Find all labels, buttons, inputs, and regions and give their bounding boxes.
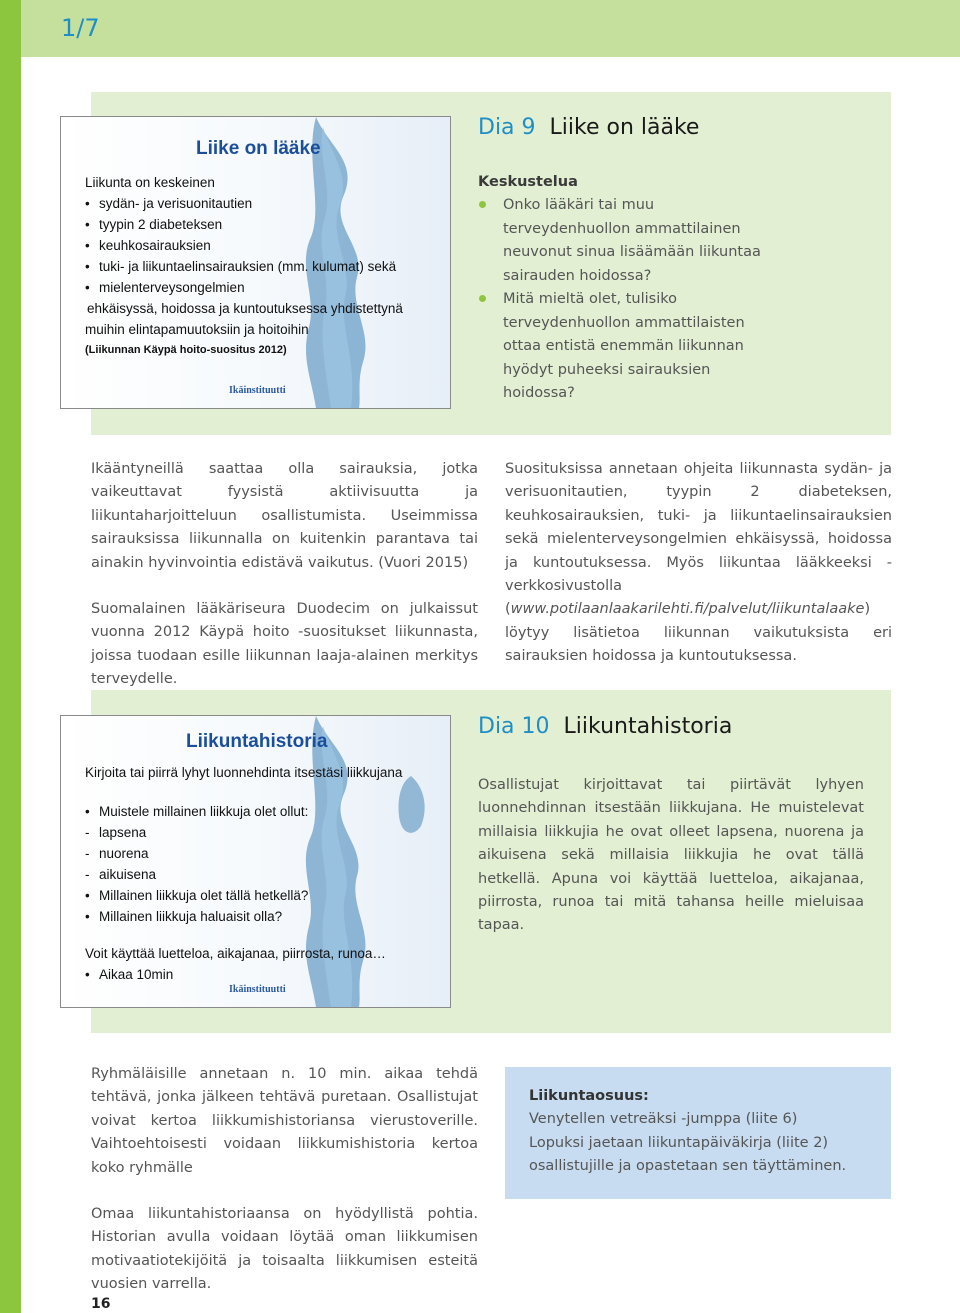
dia9-discussion-title: Keskustelua <box>478 174 578 190</box>
slide9-intro: Liikunta on keskeinen <box>85 175 215 190</box>
slide10-time: • Aikaa 10min <box>85 964 445 985</box>
slide9-thumbnail <box>60 116 451 409</box>
slide9-bullet: • sydän- ja verisuonitautien <box>85 193 445 214</box>
liikuntaosuus-text <box>529 1085 879 1179</box>
slide9-source: (Liikunnan Käypä hoito-suositus 2012) <box>85 344 287 356</box>
slide9-institute-logo: Ikäinstituutti <box>229 385 286 396</box>
footer-page-number: 16 <box>91 1296 111 1312</box>
slide10-institute-logo: Ikäinstituutti <box>229 984 286 995</box>
slide10-thumbnail <box>60 715 451 1008</box>
dia10-label: Dia 10 <box>478 714 550 739</box>
text10-paragraph1: Ryhmäläisille annetaan n. 10 min. aikaa tehdä tehtävä, jonka jälkeen tehtävä puretaan. Osallistujat voivat kertoa liikkumishistoriansa vierustoverille. Vaihtoehtoisesti voidaan liikkumishistoria kertoa koko ryhmälle <box>91 1066 478 1176</box>
liikuntaosuus-line: Lopuksi jaetaan liikuntapäiväkirja (liite 2) <box>529 1134 829 1151</box>
slide10-dash-item: - lapsena <box>85 822 445 843</box>
text9-right-before: Suosituksissa annetaan ohjeita liikunnasta sydän- ja verisuonitautien, tyypin 2 diabeteksen, keuhkosairauksien, tuki- ja liikuntaelinsairauksien sekä mielenterveysongelmien ehkäisyssä, hoidossa ja kuntoutuksessa. Myös liikuntaa lääkkeeksi -verkkosivustolla ( <box>505 461 892 618</box>
slide9-title: Liike on lääke <box>196 138 321 159</box>
liikuntaosuus-title: Liikuntaosuus: <box>529 1088 649 1104</box>
text10-column <box>91 1063 478 1297</box>
text9-left-paragraph1: Ikääntyneillä saattaa olla sairauksia, jotka vaikeuttavat fyysistä aktiivisuutta ja liikuntaharjoitteluun osallistumista. Useimmissa sairauksissa liikunnalla on kuitenkin parantava tai ainakin hyvinvointia edistävä vaikutus. (Vuori 2015) <box>91 461 478 571</box>
dia10-heading <box>478 714 732 739</box>
text10-paragraph2: Omaa liikuntahistoriaansa on hyödyllistä pohtia. Historian avulla voidaan löytää oman liikkumisen motivaatiotekijöitä ja toisaalta liikkumisen esteitä vuosien varrella. <box>91 1206 478 1293</box>
slide9-text <box>85 172 445 361</box>
dia9-question: Mitä mieltä olet, tulisiko terveydenhuollon ammattilaisten ottaa entistä enemmän liikunnan hyödyt puheeksi sairauksien hoidossa? <box>477 288 777 406</box>
slide10-bullet: • Millainen liikkuja olet tällä hetkellä? <box>85 885 445 906</box>
slide10-bullet: • Muistele millainen liikkuja olet ollut: <box>85 801 445 822</box>
dia9-heading <box>478 115 699 140</box>
dia10-description: Osallistujat kirjoittavat tai piirtävät lyhyen luonnehdinnan itsestään liikkujana. He muistelevat millaisia liikkujia he ovat olleet lapsena, nuorena ja aikuisena sekä millaisia liikkujia he ovat tällä hetkellä. Apuna voi käyttää luetteloa, aikajanaa, piirrosta, runoa tai mitä tahansa heille mieluisaa tapaa. <box>478 777 864 934</box>
page-indicator: 1/7 <box>61 14 100 42</box>
slide10-dash-item: - aikuisena <box>85 864 445 885</box>
slide9-tail-line1: ehkäisyssä, hoidossa ja kuntoutuksessa yhdistettynä <box>87 301 403 316</box>
text9-right-after: ) löytyy lisätietoa liikunnan vaikutuksista eri sairauksien hoidossa ja kuntoutuksessa. <box>505 601 892 665</box>
slide10-bullet: • Millainen liikkuja haluaisit olla? <box>85 906 445 927</box>
dia9-label: Dia 9 <box>478 115 536 140</box>
dia9-question: Onko lääkäri tai muu terveydenhuollon ammattilainen neuvonut sinua lisäämään liikuntaa sairauden hoidossa? <box>477 194 777 288</box>
text9-right-link[interactable]: www.potilaanlaakarilehti.fi/palvelut/liikuntalaake <box>510 601 865 618</box>
top-header-bar <box>21 0 960 57</box>
text9-right-paragraph <box>505 458 892 669</box>
slide10-dash-item: - nuorena <box>85 843 445 864</box>
slide10-title: Liikuntahistoria <box>186 731 328 752</box>
slide9-bullet: • tyypin 2 diabeteksen <box>85 214 445 235</box>
dia9-question-list <box>477 194 777 406</box>
slide9-bullet: • keuhkosairauksien <box>85 235 445 256</box>
dia9-title: Liike on lääke <box>549 115 700 140</box>
text9-left-column <box>91 458 478 692</box>
slide10-instruction: Kirjoita tai piirrä lyhyt luonnehdinta itsestäsi liikkujana <box>85 765 403 780</box>
text9-right-column <box>505 458 892 669</box>
dia10-title: Liikuntahistoria <box>563 714 733 739</box>
liikuntaosuus-line: osallistujille ja opastetaan sen täyttäminen. <box>529 1158 847 1175</box>
liikuntaosuus-line: Venytellen vetreäksi -jumppa (liite 6) <box>529 1111 798 1128</box>
slide9-bullet: • mielenterveysongelmien <box>85 277 445 298</box>
slide10-options: Voit käyttää luetteloa, aikajanaa, piirrosta, runoa… <box>85 946 386 961</box>
slide9-bullet: • tuki- ja liikuntaelinsairauksien (mm. kulumat) sekä <box>85 256 445 277</box>
slide10-text <box>85 762 445 985</box>
left-accent-bar <box>0 0 21 1313</box>
slide9-tail-line2: muihin elintapamuutoksiin ja hoitoihin <box>85 322 309 337</box>
text9-left-paragraph2: Suomalainen lääkäriseura Duodecim on julkaissut vuonna 2012 Käypä hoito -suositukset liikunnasta, joissa tuodaan esille liikunnan laaja-alainen merkitys terveydelle. <box>91 601 478 688</box>
